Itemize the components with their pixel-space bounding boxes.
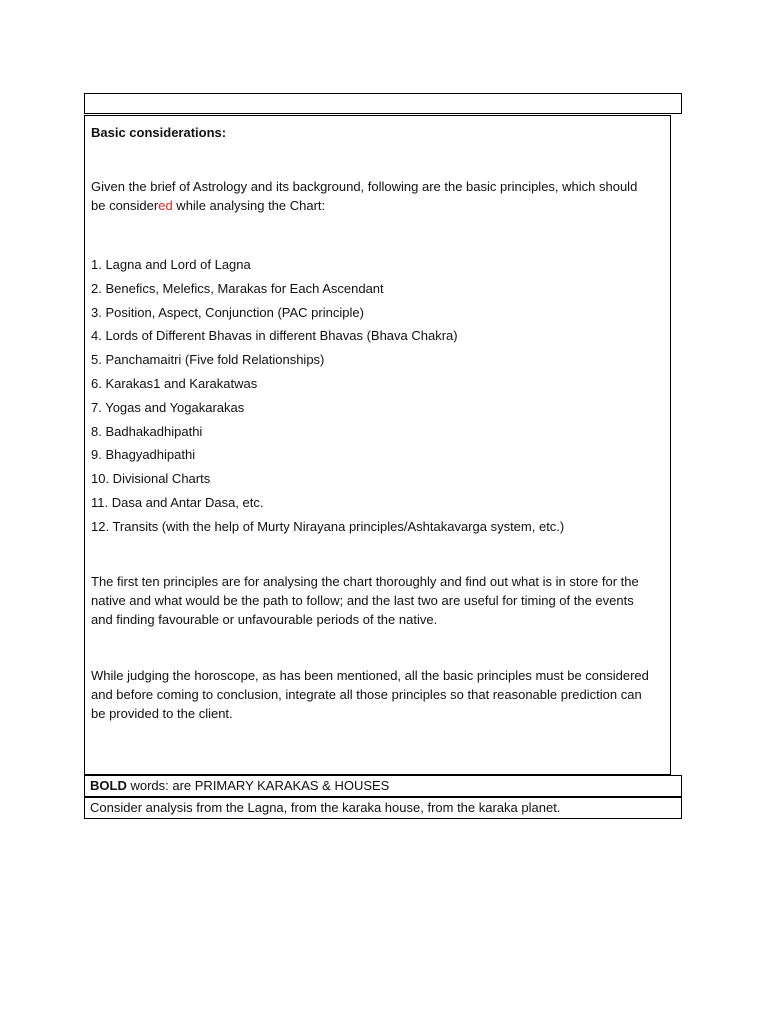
list-item: 2. Benefics, Melefics, Marakas for Each Ascendant xyxy=(91,280,384,296)
intro-text-after: while analysing the Chart: xyxy=(172,198,326,213)
intro-highlight-red: ed xyxy=(158,198,173,213)
judging-paragraph: While judging the horoscope, as has been mentioned, all the basic principles must be considered and before coming to conclusion, integrate all those principles so that reasonable prediction can be provided to the client. xyxy=(91,668,649,721)
list-item: 11. Dasa and Antar Dasa, etc. xyxy=(91,494,264,510)
list-item: 4. Lords of Different Bhavas in different Bhavas (Bhava Chakra) xyxy=(91,328,458,344)
list-item: 6. Karakas1 and Karakatwas xyxy=(91,375,258,391)
list-item: 3. Position, Aspect, Conjunction (PAC principle) xyxy=(91,304,364,320)
list-item: 12. Transits (with the help of Murty Nirayana principles/Ashtakavarga system, etc.) xyxy=(91,518,565,534)
intro-text-before: Given the brief of Astrology and its background, following are the basic principles, which should be consider xyxy=(91,179,638,213)
list-item: 1. Lagna and Lord of Lagna xyxy=(91,257,251,272)
list-item: 9. Bhagyadhipathi xyxy=(91,447,196,463)
bold-label: BOLD xyxy=(90,778,127,793)
section-heading: Basic considerations: xyxy=(91,125,227,140)
list-item: 8. Badhakadhipathi xyxy=(91,423,203,439)
basic-considerations-box xyxy=(84,115,671,775)
header-empty-cell xyxy=(84,93,682,114)
intro-paragraph xyxy=(91,177,651,215)
principles-list xyxy=(91,255,564,541)
analysis-note: Consider analysis from the Lagna, from the karaka house, from the karaka planet. xyxy=(84,797,682,819)
list-item: 7. Yogas and Yogakarakas xyxy=(91,399,245,415)
bold-words-note xyxy=(84,775,682,797)
bold-note-text: words: are PRIMARY KARAKAS & HOUSES xyxy=(126,778,390,793)
timing-paragraph: The first ten principles are for analysing the chart thoroughly and find out what is in store for the native and what would be the path to follow; and the last two are useful for timing of the events and finding favourable or unfavourable periods of the native. xyxy=(91,574,639,627)
list-item: 10. Divisional Charts xyxy=(91,471,211,487)
list-item: 5. Panchamaitri (Five fold Relationships) xyxy=(91,352,325,368)
